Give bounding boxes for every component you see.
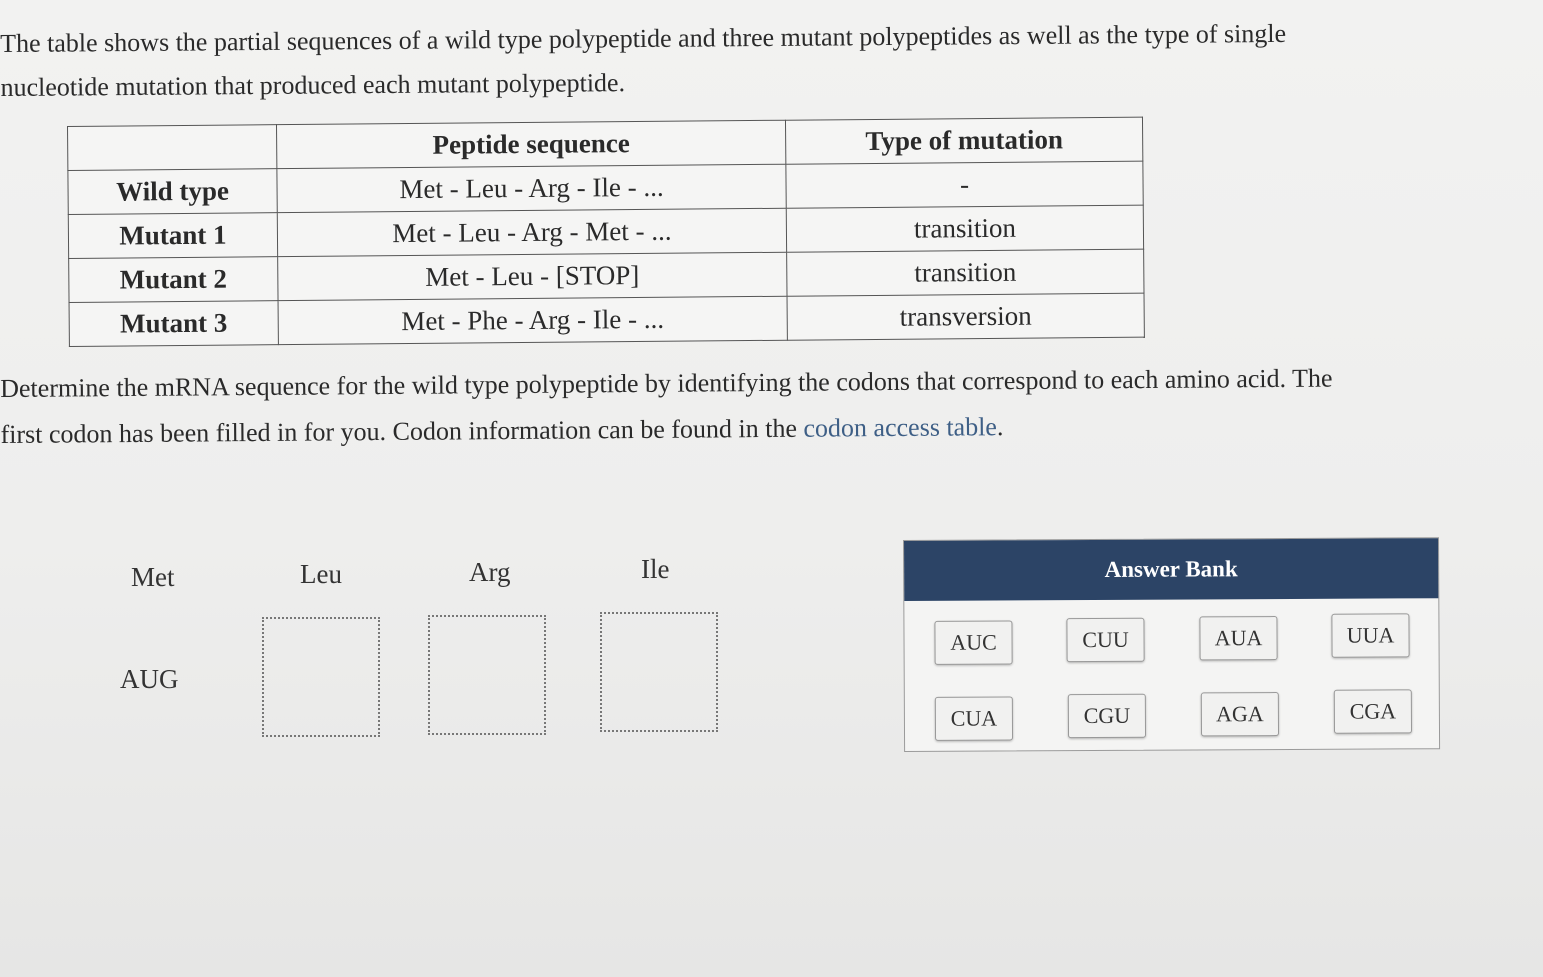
row-label: Mutant 1	[68, 213, 277, 259]
intro-line-2: nucleotide mutation that produced each mutant polypeptide.	[0, 68, 626, 102]
amino-acid-arg: Arg	[469, 557, 511, 587]
row-label: Mutant 2	[69, 257, 278, 303]
codon-chip-uua[interactable]: UUA	[1331, 613, 1409, 657]
instructions	[0, 354, 1541, 458]
intro-line-1: The table shows the partial sequences of a wild type polypeptide and three mutant polypeptides as well as the type of single	[0, 18, 1287, 58]
amino-acid-leu: Leu	[300, 559, 342, 589]
codon-access-table-link[interactable]: codon access table	[803, 412, 998, 443]
instructions-text: first codon has been filled in for you. Codon information can be found in the	[0, 413, 804, 449]
codon-chip-cgu[interactable]: CGU	[1068, 694, 1146, 738]
amino-acid-ile: Ile	[641, 554, 670, 584]
drop-zone-arg[interactable]	[428, 615, 546, 735]
row-mutation: transition	[786, 205, 1143, 252]
row-label: Wild type	[68, 169, 277, 215]
codon-chip-aga[interactable]: AGA	[1201, 692, 1279, 736]
intro-text	[0, 10, 1501, 110]
given-codon-met: AUG	[120, 664, 179, 694]
row-mutation: transition	[787, 249, 1144, 296]
instructions-line-1: Determine the mRNA sequence for the wild type polypeptide by identifying the codons that correspond to each amino acid. The	[0, 363, 1333, 403]
answer-bank-title: Answer Bank	[904, 538, 1438, 601]
row-mutation: -	[786, 161, 1143, 208]
header-blank	[68, 125, 277, 171]
row-sequence: Met - Leu - Arg - Ile - ...	[277, 164, 786, 212]
drop-zone-leu[interactable]	[262, 617, 380, 737]
codon-chip-cuu[interactable]: CUU	[1066, 618, 1144, 662]
row-mutation: transversion	[787, 293, 1144, 340]
row-sequence: Met - Phe - Arg - Ile - ...	[278, 296, 787, 344]
amino-acid-met: Met	[131, 562, 175, 592]
codon-chip-auc[interactable]: AUC	[934, 620, 1012, 664]
header-type-of-mutation: Type of mutation	[785, 117, 1142, 164]
mutation-table	[67, 117, 1145, 347]
row-sequence: Met - Leu - [STOP]	[278, 252, 787, 300]
drop-zone-ile[interactable]	[600, 612, 718, 732]
instructions-period: .	[996, 412, 1004, 442]
codon-chip-cga[interactable]: CGA	[1334, 689, 1412, 733]
answer-bank	[903, 537, 1440, 752]
codon-chip-aua[interactable]: AUA	[1199, 616, 1277, 660]
row-label: Mutant 3	[69, 301, 278, 347]
table-row	[69, 293, 1144, 346]
row-sequence: Met - Leu - Arg - Met - ...	[277, 208, 786, 256]
header-peptide-sequence: Peptide sequence	[276, 120, 785, 168]
codon-chip-cua[interactable]: CUA	[935, 696, 1013, 740]
